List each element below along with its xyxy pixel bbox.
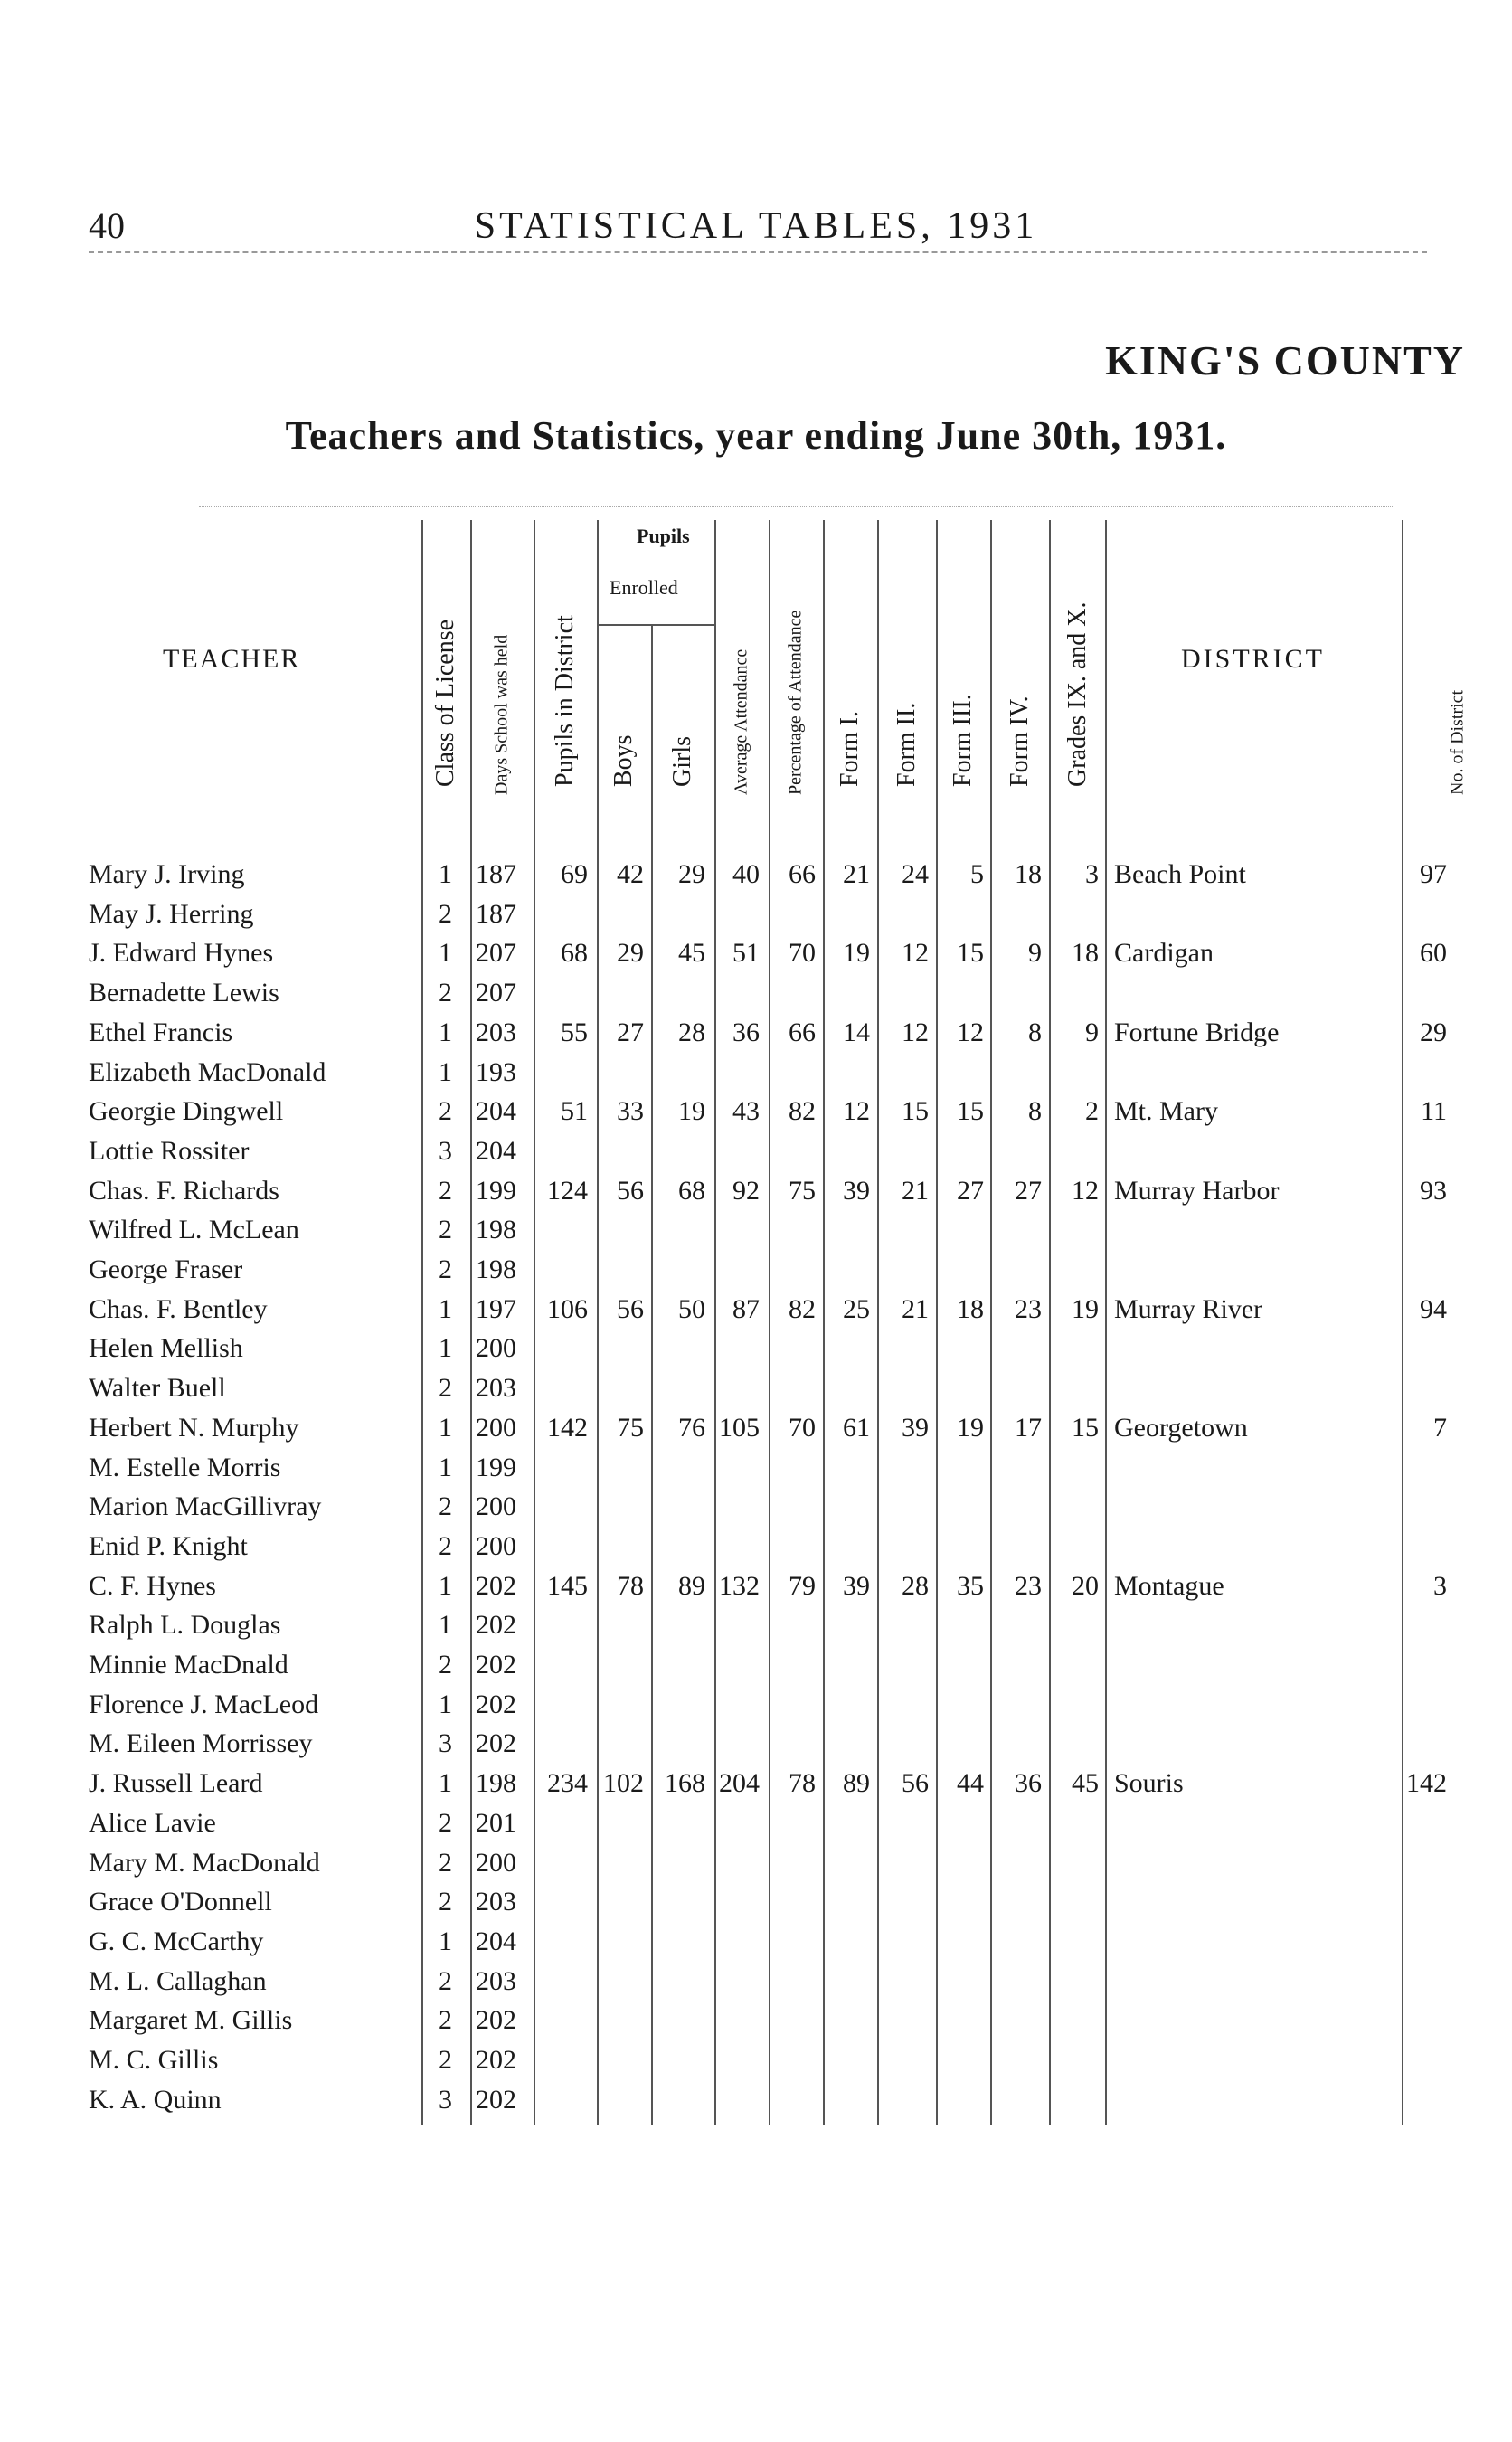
header-average-attendance: Average Attendance [731, 648, 751, 795]
form-4: 23 [1015, 1293, 1042, 1324]
teacher-name: Enid P. Knight [89, 1530, 248, 1561]
boys-enrolled: 56 [617, 1293, 644, 1324]
class-of-license: 2 [439, 1096, 452, 1127]
table-row [0, 1254, 1512, 1294]
class-of-license: 1 [439, 1412, 452, 1443]
class-of-license: 3 [439, 1728, 452, 1759]
days-school-held: 201 [476, 1807, 516, 1838]
form-3: 12 [957, 1017, 984, 1047]
table-row [0, 1096, 1512, 1136]
table-row [0, 1413, 1512, 1453]
boys-enrolled: 33 [617, 1096, 644, 1127]
table-row [0, 1848, 1512, 1888]
percentage-attendance: 70 [789, 938, 816, 969]
teacher-name: M. L. Callaghan [89, 1965, 267, 1996]
teacher-name: Ethel Francis [89, 1017, 233, 1047]
class-of-license: 1 [439, 938, 452, 969]
table-row [0, 1728, 1512, 1768]
district-name: Fortune Bridge [1114, 1017, 1280, 1047]
girls-enrolled: 50 [678, 1293, 705, 1324]
table-row [0, 938, 1512, 978]
table-row [0, 1768, 1512, 1808]
teacher-name: Minnie MacDnald [89, 1650, 288, 1680]
district-number: 11 [1421, 1096, 1447, 1127]
table-row [0, 978, 1512, 1018]
form-1: 21 [843, 859, 870, 889]
teacher-name: Wilfred L. McLean [89, 1215, 299, 1245]
days-school-held: 204 [476, 1926, 516, 1956]
table-subtitle: Teachers and Statistics, year ending June 30th, 1931. [285, 413, 1227, 458]
form-1: 25 [843, 1293, 870, 1324]
boys-enrolled: 42 [617, 859, 644, 889]
table-row [0, 1808, 1512, 1848]
header-district: DISTRICT [1181, 644, 1325, 674]
table-row [0, 1571, 1512, 1611]
district-number: 142 [1406, 1768, 1447, 1799]
class-of-license: 1 [439, 1293, 452, 1324]
header-no-of-district: No. of District [1447, 689, 1468, 795]
table-top-rule [199, 506, 1393, 507]
days-school-held: 202 [476, 1728, 516, 1759]
class-of-license: 2 [439, 2045, 452, 2075]
girls-enrolled: 29 [678, 859, 705, 889]
boys-enrolled: 75 [617, 1412, 644, 1443]
teacher-name: Helen Mellish [89, 1333, 243, 1364]
pupils-in-district: 145 [547, 1570, 588, 1601]
district-number: 94 [1420, 1293, 1447, 1324]
percentage-attendance: 82 [789, 1096, 816, 1127]
grades-ix-x: 15 [1072, 1412, 1099, 1443]
district-number: 60 [1420, 938, 1447, 969]
days-school-held: 199 [476, 1452, 516, 1482]
average-attendance: 40 [732, 859, 760, 889]
teacher-name: J. Russell Leard [89, 1768, 263, 1799]
days-school-held: 199 [476, 1175, 516, 1206]
form-4: 8 [1028, 1017, 1042, 1047]
form-1: 89 [843, 1768, 870, 1799]
days-school-held: 187 [476, 898, 516, 929]
teacher-name: Florence J. MacLeod [89, 1689, 319, 1719]
district-name: Murray Harbor [1114, 1175, 1280, 1206]
class-of-license: 2 [439, 1215, 452, 1245]
grades-ix-x: 2 [1085, 1096, 1099, 1127]
teacher-name: Chas. F. Richards [89, 1175, 279, 1206]
table-row [0, 1531, 1512, 1571]
class-of-license: 2 [439, 1807, 452, 1838]
class-of-license: 2 [439, 1847, 452, 1878]
class-of-license: 2 [439, 1373, 452, 1404]
grades-ix-x: 3 [1085, 859, 1099, 889]
days-school-held: 200 [476, 1412, 516, 1443]
header-form-2: Form II. [893, 702, 921, 787]
percentage-attendance: 78 [789, 1768, 816, 1799]
girls-enrolled: 68 [678, 1175, 705, 1206]
header-grades: Grades IX. and X. [1063, 601, 1091, 787]
page-number: 40 [89, 205, 125, 246]
days-school-held: 203 [476, 1373, 516, 1404]
form-3: 5 [970, 859, 984, 889]
percentage-attendance: 66 [789, 1017, 816, 1047]
form-4: 18 [1015, 859, 1042, 889]
teacher-name: Lottie Rossiter [89, 1135, 250, 1166]
teacher-name: Georgie Dingwell [89, 1096, 284, 1127]
district-name: Beach Point [1114, 859, 1246, 889]
header-class-of-license: Class of License [431, 619, 459, 787]
header-rule [89, 251, 1427, 253]
percentage-attendance: 70 [789, 1412, 816, 1443]
form-4: 9 [1028, 938, 1042, 969]
teacher-name: George Fraser [89, 1254, 243, 1284]
boys-enrolled: 102 [603, 1768, 644, 1799]
percentage-attendance: 66 [789, 859, 816, 889]
days-school-held: 202 [476, 2084, 516, 2115]
class-of-license: 2 [439, 1965, 452, 1996]
table-row [0, 859, 1512, 899]
average-attendance: 51 [732, 938, 760, 969]
grades-ix-x: 12 [1072, 1175, 1099, 1206]
percentage-attendance: 82 [789, 1293, 816, 1324]
days-school-held: 202 [476, 1610, 516, 1641]
table-row [0, 1966, 1512, 2006]
district-name: Murray River [1114, 1293, 1263, 1324]
form-1: 19 [843, 938, 870, 969]
table-row [0, 1887, 1512, 1926]
class-of-license: 2 [439, 1254, 452, 1284]
form-3: 35 [957, 1570, 984, 1601]
average-attendance: 43 [732, 1096, 760, 1127]
class-of-license: 2 [439, 1175, 452, 1206]
average-attendance: 204 [719, 1768, 760, 1799]
days-school-held: 202 [476, 2045, 516, 2075]
table-row [0, 1333, 1512, 1373]
class-of-license: 1 [439, 1333, 452, 1364]
district-number: 3 [1433, 1570, 1447, 1601]
form-4: 36 [1015, 1768, 1042, 1799]
grades-ix-x: 18 [1072, 938, 1099, 969]
form-1: 14 [843, 1017, 870, 1047]
header-boys: Boys [610, 734, 638, 787]
grades-ix-x: 20 [1072, 1570, 1099, 1601]
form-3: 18 [957, 1293, 984, 1324]
days-school-held: 207 [476, 938, 516, 969]
teacher-name: Chas. F. Bentley [89, 1293, 268, 1324]
district-name: Montague [1114, 1570, 1224, 1601]
table-row [0, 1926, 1512, 1966]
form-4: 17 [1015, 1412, 1042, 1443]
days-school-held: 204 [476, 1135, 516, 1166]
district-name: Cardigan [1114, 938, 1214, 969]
header-form-3: Form III. [949, 694, 977, 787]
district-name: Souris [1114, 1768, 1184, 1799]
average-attendance: 87 [732, 1293, 760, 1324]
district-number: 97 [1420, 859, 1447, 889]
table-row [0, 2045, 1512, 2085]
teacher-name: M. Estelle Morris [89, 1452, 281, 1482]
form-2: 39 [902, 1412, 929, 1443]
teacher-name: Elizabeth MacDonald [89, 1056, 326, 1087]
percentage-attendance: 75 [789, 1175, 816, 1206]
days-school-held: 200 [476, 1491, 516, 1522]
grades-ix-x: 45 [1072, 1768, 1099, 1799]
table-row [0, 1491, 1512, 1531]
class-of-license: 2 [439, 1530, 452, 1561]
table-row [0, 1215, 1512, 1254]
teacher-name: Marion MacGillivray [89, 1491, 322, 1522]
table-row [0, 1176, 1512, 1216]
form-2: 24 [902, 859, 929, 889]
teacher-name: C. F. Hynes [89, 1570, 216, 1601]
teacher-name: Alice Lavie [89, 1807, 216, 1838]
table-row [0, 899, 1512, 939]
class-of-license: 1 [439, 1017, 452, 1047]
days-school-held: 200 [476, 1847, 516, 1878]
boys-enrolled: 27 [617, 1017, 644, 1047]
pupils-in-district: 124 [547, 1175, 588, 1206]
form-1: 12 [843, 1096, 870, 1127]
class-of-license: 2 [439, 2005, 452, 2036]
pupils-in-district: 55 [561, 1017, 588, 1047]
days-school-held: 202 [476, 1570, 516, 1601]
class-of-license: 1 [439, 1452, 452, 1482]
table-row [0, 1453, 1512, 1492]
average-attendance: 105 [719, 1412, 760, 1443]
class-of-license: 1 [439, 1056, 452, 1087]
days-school-held: 203 [476, 1017, 516, 1047]
form-4: 8 [1028, 1096, 1042, 1127]
teacher-name: G. C. McCarthy [89, 1926, 264, 1956]
girls-enrolled: 76 [678, 1412, 705, 1443]
class-of-license: 2 [439, 898, 452, 929]
class-of-license: 1 [439, 1689, 452, 1719]
pupils-in-district: 234 [547, 1768, 588, 1799]
table-row [0, 1018, 1512, 1057]
days-school-held: 203 [476, 1887, 516, 1917]
class-of-license: 1 [439, 1768, 452, 1799]
girls-enrolled: 45 [678, 938, 705, 969]
table-row [0, 1057, 1512, 1097]
header-enrolled: Enrolled [610, 576, 678, 599]
teacher-name: M. C. Gillis [89, 2045, 219, 2075]
district-number: 29 [1420, 1017, 1447, 1047]
girls-enrolled: 28 [678, 1017, 705, 1047]
teacher-name: Bernadette Lewis [89, 978, 279, 1008]
form-3: 15 [957, 938, 984, 969]
form-1: 61 [843, 1412, 870, 1443]
class-of-license: 3 [439, 2084, 452, 2115]
days-school-held: 202 [476, 2005, 516, 2036]
district-number: 7 [1433, 1412, 1447, 1443]
form-2: 21 [902, 1175, 929, 1206]
form-2: 56 [902, 1768, 929, 1799]
days-school-held: 202 [476, 1650, 516, 1680]
teacher-name: Grace O'Donnell [89, 1887, 272, 1917]
class-of-license: 1 [439, 1570, 452, 1601]
form-3: 15 [957, 1096, 984, 1127]
days-school-held: 198 [476, 1768, 516, 1799]
girls-enrolled: 89 [678, 1570, 705, 1601]
days-school-held: 202 [476, 1689, 516, 1719]
form-3: 44 [957, 1768, 984, 1799]
pupils-in-district: 142 [547, 1412, 588, 1443]
county-title: KING'S COUNTY [1105, 337, 1465, 383]
average-attendance: 92 [732, 1175, 760, 1206]
form-4: 23 [1015, 1570, 1042, 1601]
boys-enrolled: 29 [617, 938, 644, 969]
header-girls: Girls [668, 736, 696, 787]
form-2: 12 [902, 938, 929, 969]
form-3: 27 [957, 1175, 984, 1206]
days-school-held: 200 [476, 1530, 516, 1561]
teacher-name: Mary M. MacDonald [89, 1847, 320, 1878]
table-row [0, 1650, 1512, 1690]
form-4: 27 [1015, 1175, 1042, 1206]
class-of-license: 2 [439, 1887, 452, 1917]
boys-enrolled: 78 [617, 1570, 644, 1601]
table-row [0, 1690, 1512, 1729]
grades-ix-x: 19 [1072, 1293, 1099, 1324]
class-of-license: 3 [439, 1135, 452, 1166]
teacher-name: M. Eileen Morrissey [89, 1728, 313, 1759]
teacher-name: Mary J. Irving [89, 859, 245, 889]
table-row [0, 1136, 1512, 1176]
class-of-license: 1 [439, 1926, 452, 1956]
form-3: 19 [957, 1412, 984, 1443]
days-school-held: 207 [476, 978, 516, 1008]
form-1: 39 [843, 1570, 870, 1601]
pupils-in-district: 68 [561, 938, 588, 969]
days-school-held: 204 [476, 1096, 516, 1127]
days-school-held: 193 [476, 1056, 516, 1087]
average-attendance: 132 [719, 1570, 760, 1601]
teacher-name: J. Edward Hynes [89, 938, 274, 969]
table-row [0, 2005, 1512, 2045]
table-row [0, 1294, 1512, 1334]
header-form-4: Form IV. [1006, 696, 1034, 787]
teacher-name: Herbert N. Murphy [89, 1412, 299, 1443]
header-pupils: Pupils [637, 525, 690, 547]
form-2: 15 [902, 1096, 929, 1127]
teacher-name: Ralph L. Douglas [89, 1610, 281, 1641]
pupils-in-district: 106 [547, 1293, 588, 1324]
header-days-school-held: Days School was held [491, 634, 512, 795]
table-row [0, 2085, 1512, 2125]
header-percentage-attendance: Percentage of Attendance [785, 610, 806, 795]
boys-enrolled: 56 [617, 1175, 644, 1206]
days-school-held: 203 [476, 1965, 516, 1996]
form-1: 39 [843, 1175, 870, 1206]
form-2: 12 [902, 1017, 929, 1047]
teacher-name: Margaret M. Gillis [89, 2005, 293, 2036]
days-school-held: 197 [476, 1293, 516, 1324]
header-form-1: Form I. [836, 711, 864, 787]
grades-ix-x: 9 [1085, 1017, 1099, 1047]
percentage-attendance: 79 [789, 1570, 816, 1601]
days-school-held: 198 [476, 1215, 516, 1245]
running-head: STATISTICAL TABLES, 1931 [474, 205, 1038, 247]
pupils-in-district: 69 [561, 859, 588, 889]
days-school-held: 198 [476, 1254, 516, 1284]
class-of-license: 2 [439, 978, 452, 1008]
teacher-name: Walter Buell [89, 1373, 226, 1404]
header-pupils-in-district: Pupils in District [551, 615, 579, 787]
days-school-held: 200 [476, 1333, 516, 1364]
district-name: Mt. Mary [1114, 1096, 1218, 1127]
class-of-license: 2 [439, 1650, 452, 1680]
header-teacher: TEACHER [163, 644, 301, 674]
class-of-license: 1 [439, 859, 452, 889]
class-of-license: 2 [439, 1491, 452, 1522]
district-name: Georgetown [1114, 1412, 1248, 1443]
teacher-name: K. A. Quinn [89, 2084, 222, 2115]
average-attendance: 36 [732, 1017, 760, 1047]
girls-enrolled: 19 [678, 1096, 705, 1127]
form-2: 21 [902, 1293, 929, 1324]
teacher-name: May J. Herring [89, 898, 254, 929]
district-number: 93 [1420, 1175, 1447, 1206]
form-2: 28 [902, 1570, 929, 1601]
class-of-license: 1 [439, 1610, 452, 1641]
table-row [0, 1610, 1512, 1650]
days-school-held: 187 [476, 859, 516, 889]
girls-enrolled: 168 [665, 1768, 705, 1799]
table-row [0, 1373, 1512, 1413]
pupils-in-district: 51 [561, 1096, 588, 1127]
